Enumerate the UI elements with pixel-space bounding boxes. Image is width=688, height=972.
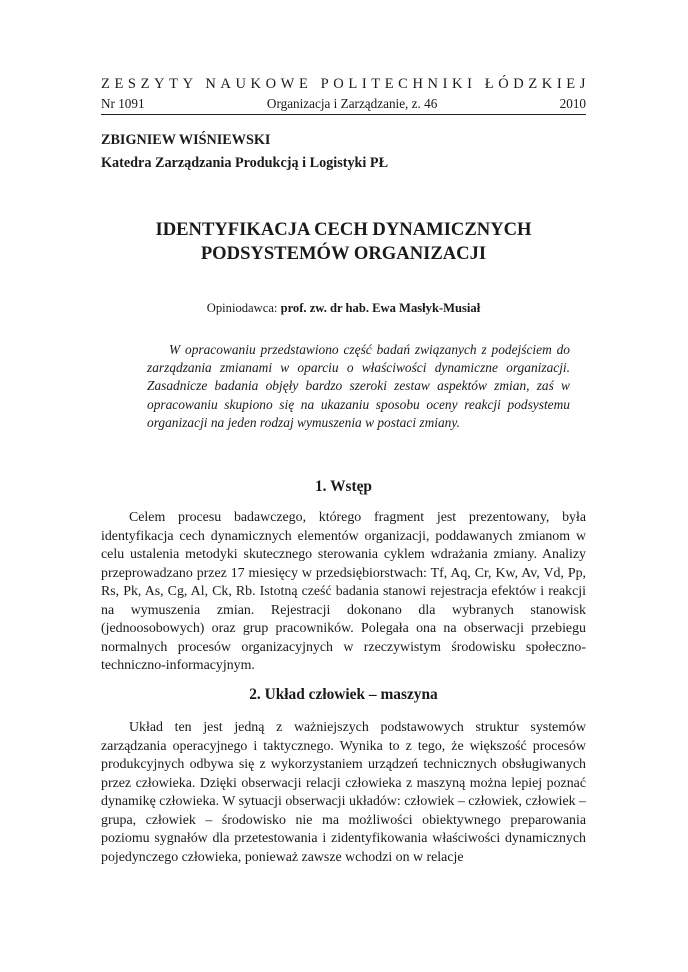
- paper-title: [101, 218, 586, 266]
- series-name: Organizacja i Zarządzanie, z. 46: [266, 96, 438, 111]
- section-1-text: Celem procesu badawczego, którego fragment jest prezentowany, była identyfikacja cech dynamicznych elementów organizacji, poddawanych zmianom w celu ustalenia metodyki skutecznego sterowania cyklem wdrażania zmiany. Analizy przeprowadzano przez 17 miesięcy w przedsiębiorstwach: Tf, Aq, Cr, Kw, Av, Vd, Pp, Rs, Pk, As, Cg, Al, Ck, Rb. Istotną cześć badania stanowi rejestracja efektów i reakcji na wymuszenia zmian. Rejestracji dokonano dla wybranych stanowisk (jednoosobowych) oraz grup pracowników. Polegała ona na obserwacji przebiegu normalnych procesów organizacyjnych w rzeczywistym środowisku społeczno-techniczno-informacyjnym.: [101, 510, 586, 673]
- title-line-2: PODSYSTEMÓW ORGANIZACJI: [200, 243, 487, 264]
- abstract-text: W opracowaniu przedstawiono część badań związanych z podejściem do zarządzania zmianami w oparciu o właściwości dynamiczne organizacji. Zasadnicze badania objęły bardzo szeroki zestaw aspektów zmian, zaś w opracowaniu skupiono się na ukazaniu sposobu oceny reakcji podsystemu organizacji na jeden rodzaj wymuszenia w postaci zmiany.: [147, 342, 570, 430]
- section-1-heading: 1. Wstęp: [314, 478, 372, 495]
- reviewer-label: Opiniodawca:: [206, 301, 281, 315]
- journal-name: ZESZYTY NAUKOWE POLITECHNIKI ŁÓDZKIEJ: [101, 76, 591, 92]
- title-line-1: IDENTYFIKACJA CECH DYNAMICZNYCH: [155, 219, 532, 240]
- issue-number: Nr 1091: [101, 96, 145, 111]
- author-name: ZBIGNIEW WIŚNIEWSKI: [101, 132, 271, 148]
- reviewer-name: prof. zw. dr hab. Ewa Masłyk-Musiał: [280, 301, 481, 315]
- author-affiliation: Katedra Zarządzania Produkcją i Logistyki PŁ: [101, 155, 389, 171]
- section-2-text: Układ ten jest jedną z ważniejszych podstawowych struktur systemów zarządzania operacyjnego i taktycznego. Wynika to z tego, że większość procesów produkcyjnych odbywa się z wykorzystaniem urządzeń technicznych obsługiwanych przez człowieka. Dzięki obserwacji relacji człowieka z maszyną można lepiej poznać dynamikę człowieka. W sytuacji obserwacji układów: człowiek – człowiek, człowiek – grupa, człowiek – środowisko nie ma możliwości obiektywnego preparowania poziomu sygnałów dla przetestowania i zidentyfikowania właściwości dynamicznych pojedynczego człowieka, ponieważ zawsze wchodzi on w relacje: [101, 720, 586, 865]
- journal-meta-line: [101, 96, 586, 115]
- section-2-heading: 2. Układ człowiek – maszyna: [249, 686, 438, 703]
- publication-year: 2010: [559, 96, 586, 111]
- reviewer-line: [101, 301, 586, 316]
